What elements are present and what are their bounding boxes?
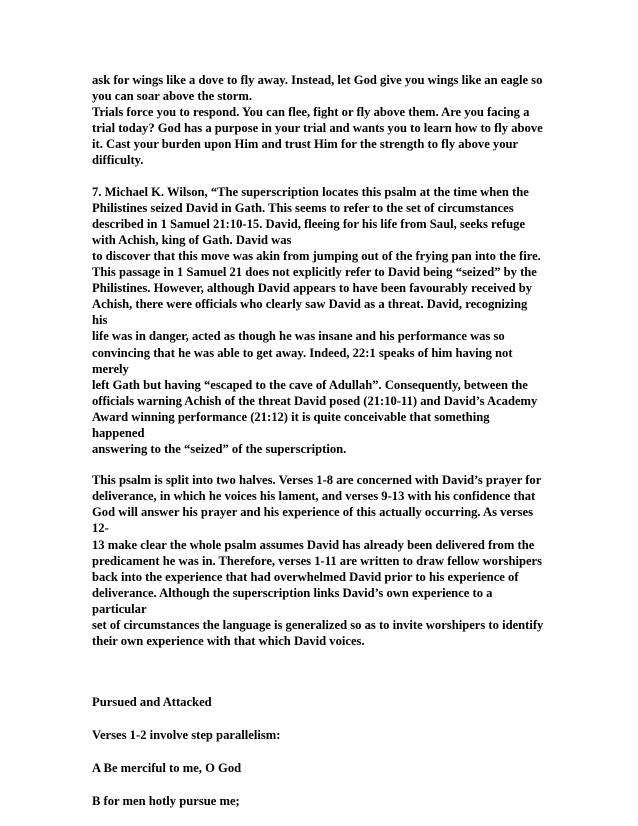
text-line: officials warning Achish of the threat David posed (21:10-11) and David’s Academy [92,393,538,408]
text-line: deliverance, in which he voices his lament, and verses 9-13 with his confidence that [92,489,536,504]
section-heading: Pursued and Attacked [92,695,212,710]
text-line: to discover that this move was akin from jumping out of the frying pan into the fire. [92,248,541,263]
paragraph-spacer [92,776,598,793]
text-line: described in 1 Samuel 21:10-15. David, fleeing for his life from Saul, seeks refuge [92,216,526,231]
text-line: left Gath but having “escaped to the cave of Adullah”. Consequently, between the [92,377,528,392]
text-line: deliverance. Although the superscription links David’s own experience to a [92,585,493,600]
paragraph-spacer [92,457,598,472]
text-line: Trials force you to respond. You can flee, fight or fly above them. Are you facing a [92,105,530,120]
paragraph-footnote-7 [92,184,598,458]
paragraph-trials [92,72,598,169]
paragraph-spacer [92,743,598,760]
text-line: 7. Michael K. Wilson, “The superscription locates this psalm at the time when the [92,184,529,199]
text-line: particular [92,601,147,616]
text-line: Award winning performance (21:12) it is quite conceivable that something [92,409,490,424]
text-line: it. Cast your burden upon Him and trust Him for the strength to fly above your [92,137,519,152]
text-line: This psalm is split into two halves. Verses 1-8 are concerned with David’s prayer for [92,473,542,488]
text-line: Achish, there were officials who clearly saw David as a threat. David, recognizing [92,297,528,312]
text-line: God will answer his prayer and his experience of this actually occurring. As verses [92,505,534,520]
text-line: predicament he was in. Therefore, verses 1-11 are written to draw fellow worshipers [92,553,543,568]
text-line: merely [92,361,129,376]
text-line: Philistines. However, although David appears to have been favourably received by [92,281,533,296]
text-line: ask for wings like a dove to fly away. Instead, let God give you wings like an eagle so [92,73,543,87]
text-line: answering to the “seized” of the superscription. [92,442,347,457]
paragraph-psalm-structure [92,472,598,649]
text-line: 13 make clear the whole psalm assumes David has already been delivered from the [92,537,535,552]
parallelism-line-a: A Be merciful to me, O God [92,761,242,776]
text-line: convincing that he was able to get away. Indeed, 22:1 speaks of him having not [92,345,513,360]
text-line: difficulty. [92,153,144,168]
text-line: their own experience with that which David voices. [92,634,365,649]
text-line: with Achish, king of Gath. David was [92,232,292,247]
text-line: you can soar above the storm. [92,89,252,104]
text-line: back into the experience that had overwhelmed David prior to his experience of [92,569,519,584]
text-line: Philistines seized David in Gath. This seems to refer to the set of circumstances [92,200,514,215]
text-line: his [92,313,108,328]
verses-intro: Verses 1-2 involve step parallelism: [92,728,281,743]
text-line: 12- [92,521,109,536]
section-spacer [92,649,598,694]
text-line: This passage in 1 Samuel 21 does not explicitly refer to David being “seized” by the [92,265,537,280]
text-line: happened [92,425,145,440]
paragraph-spacer [92,169,598,184]
text-line: trial today? God has a purpose in your trial and wants you to learn how to fly above [92,121,543,136]
text-line: set of circumstances the language is generalized so as to invite worshipers to identify [92,618,544,632]
text-line: life was in danger, acted as though he was insane and his performance was so [92,329,505,344]
parallelism-line-b: B for men hotly pursue me; [92,794,240,809]
paragraph-spacer [92,710,598,727]
